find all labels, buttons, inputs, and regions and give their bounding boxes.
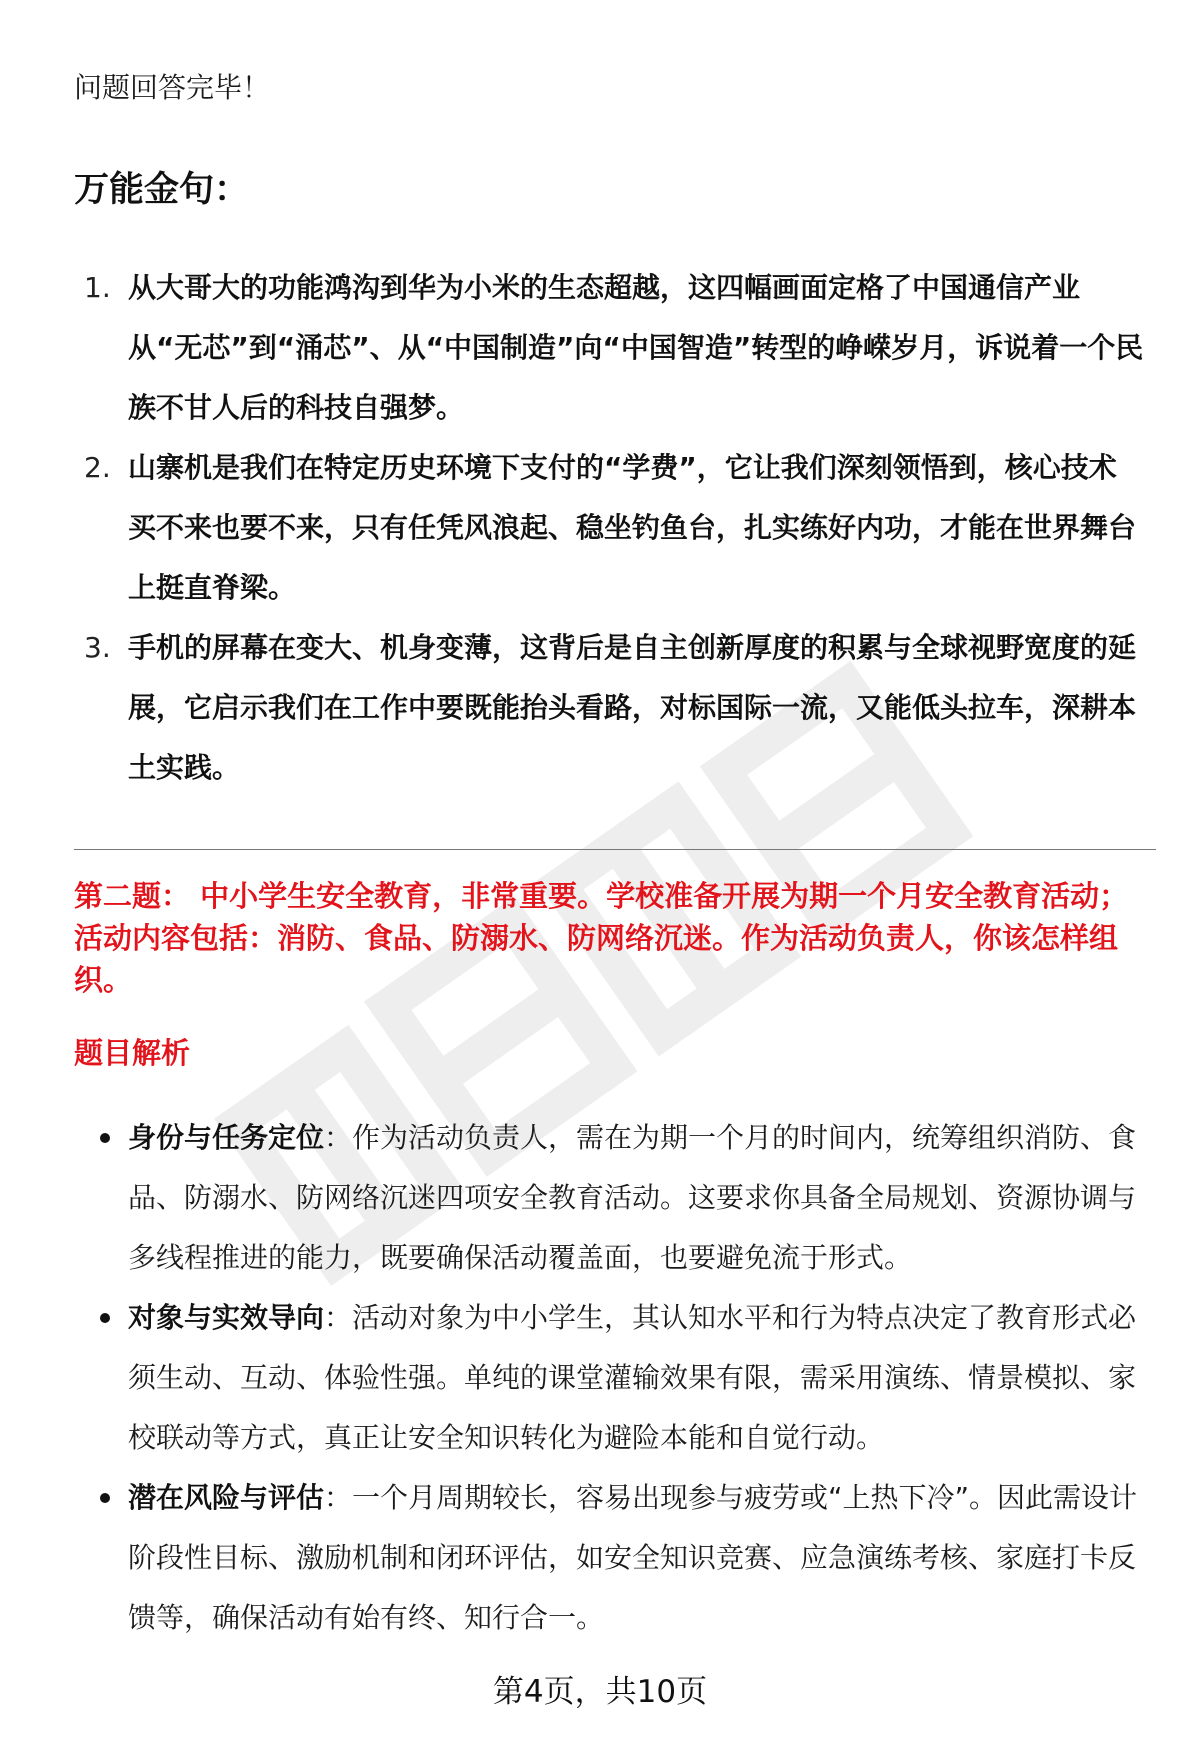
list-item — [74, 618, 1144, 798]
question-heading: 第二题： 中小学生安全教育，非常重要。学校准备开展为期一个月安全教育活动；活动内容包括：消防、食品、防溺水、防网络沉迷。作为活动负责人，你该怎样组织。 — [74, 879, 1129, 997]
list-number: 1. — [84, 271, 111, 304]
analysis-title: 题目解析 — [74, 1036, 191, 1070]
bullet-icon — [100, 1313, 110, 1323]
list-number: 2. — [84, 451, 111, 484]
list-item — [74, 258, 1144, 438]
analysis-list — [74, 1108, 1156, 1648]
list-item-text: 从大哥大的功能鸿沟到华为小米的生态超越，这四幅画面定格了中国通信产业从“无芯”到“涌芯”、从“中国制造”向“中国智造”转型的峥嵘岁月，诉说着一个民族不甘人后的科技自强梦。 — [128, 271, 1144, 424]
bullet-term: 对象与实效导向 — [128, 1301, 325, 1334]
bullet-text: ：活动对象为中小学生，其认知水平和行为特点决定了教育形式必须生动、互动、体验性强。单纯的课堂灌输效果有限，需采用演练、情景模拟、家校联动等方式，真正让安全知识转化为避险本能和自觉行动。 — [128, 1301, 1137, 1454]
bullet-icon — [100, 1493, 110, 1503]
page-number-footer: 第4页，共10页 — [492, 1674, 708, 1710]
bullet-term: 潜在风险与评估 — [128, 1481, 325, 1514]
list-item — [74, 1288, 1156, 1468]
list-item — [74, 1468, 1156, 1648]
bullet-term: 身份与任务定位 — [128, 1121, 325, 1154]
list-item-text: 山寨机是我们在特定历史环境下支付的“学费”，它让我们深刻领悟到，核心技术买不来也要不来，只有任凭风浪起、稳坐钓鱼台，扎实练好内功，才能在世界舞台上挺直脊梁。 — [128, 451, 1137, 604]
list-item — [74, 438, 1144, 618]
intro-text: 问题回答完毕！ — [74, 71, 271, 104]
list-item-text: 手机的屏幕在变大、机身变薄，这背后是自主创新厚度的积累与全球视野宽度的延展，它启示我们在工作中要既能抬头看路，对标国际一流，又能低头拉车，深耕本土实践。 — [128, 631, 1137, 784]
section-divider — [74, 849, 1156, 850]
list-number: 3. — [84, 631, 111, 664]
bullet-text: ：一个月周期较长，容易出现参与疲劳或“上热下冷”。因此需设计阶段性目标、激励机制和闭环评估，如安全知识竞赛、应急演练考核、家庭打卡反馈等，确保活动有始有终、知行合一。 — [128, 1481, 1138, 1634]
bullet-icon — [100, 1133, 110, 1143]
bullet-text: ：作为活动负责人，需在为期一个月的时间内，统筹组织消防、食品、防溺水、防网络沉迷四项安全教育活动。这要求你具备全局规划、资源协调与多线程推进的能力，既要确保活动覆盖面，也要避免流于形式。 — [128, 1121, 1137, 1274]
golden-sentence-list — [74, 258, 1144, 798]
section-title: 万能金句： — [74, 170, 250, 210]
list-item — [74, 1108, 1156, 1288]
